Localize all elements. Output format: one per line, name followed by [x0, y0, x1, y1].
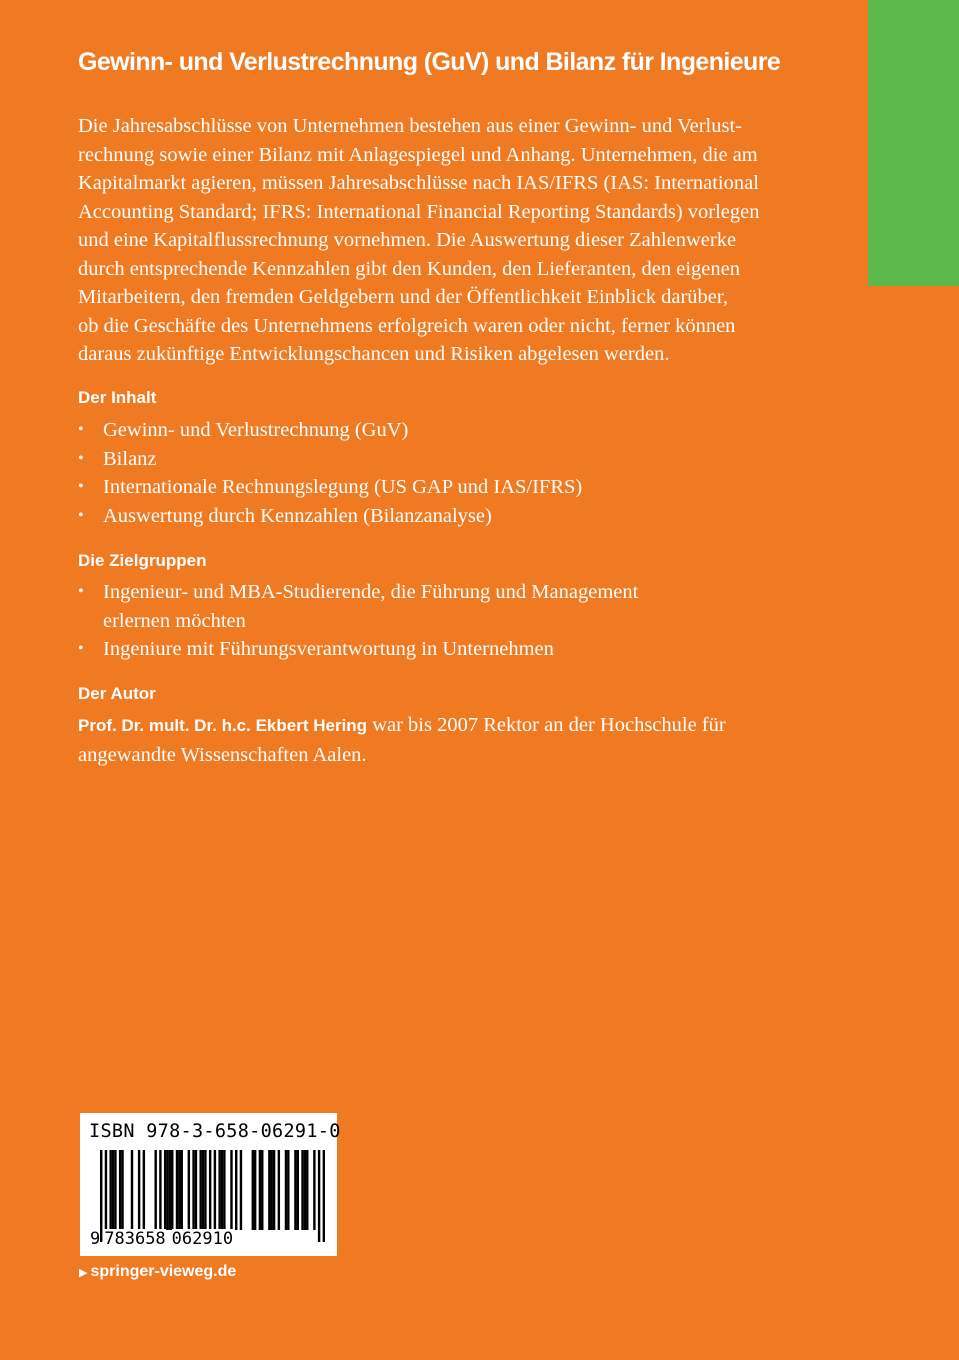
author-name: Prof. Dr. mult. Dr. h.c. Ekbert Hering: [78, 716, 368, 735]
barcode-bar: [285, 1150, 287, 1230]
barcode-left-digits: 783658: [104, 1229, 166, 1249]
barcode-bar: [271, 1150, 273, 1230]
barcode-bar: [199, 1150, 201, 1230]
intro-paragraph: [78, 112, 838, 369]
barcode-bar: [294, 1150, 296, 1230]
barcode-bar: [235, 1150, 237, 1230]
intro-line: ob die Geschäfte des Unternehmens erfolgreich waren oder nicht, ferner können: [78, 314, 736, 337]
barcode-bar: [171, 1150, 173, 1230]
intro-line: Mitarbeitern, den fremden Geldgebern und der Öffentlichkeit Einblick darüber,: [78, 286, 729, 308]
green-accent-tab: [868, 0, 959, 286]
intro-line: rechnung sowie einer Bilanz mit Anlagespiegel und Anhang. Unternehmen, die am: [78, 143, 758, 166]
list-item: [78, 445, 582, 474]
author-text: angewandte Wissenschaften Aalen.: [78, 743, 367, 766]
barcode-bar: [119, 1150, 121, 1230]
barcode-bar: [259, 1150, 261, 1230]
list-item-text: Bilanz: [103, 447, 157, 470]
list-item: [78, 502, 582, 531]
barcode-bar: [164, 1150, 166, 1230]
bullet-icon: •: [78, 506, 84, 524]
bullet-icon: •: [78, 583, 84, 600]
publisher-link[interactable]: [79, 1263, 236, 1281]
intro-line: daraus zukünftige Entwicklungschancen und Risiken abgelesen werden.: [78, 343, 670, 365]
barcode-right-digits: 062910: [171, 1229, 234, 1249]
barcode-bar: [176, 1150, 178, 1230]
zielgruppen-list: [78, 578, 638, 664]
barcode-bar: [166, 1150, 168, 1230]
publisher-url[interactable]: springer-vieweg.de: [90, 1263, 237, 1280]
barcode-bar: [287, 1150, 289, 1230]
barcode-bar: [240, 1150, 242, 1230]
list-item: [78, 416, 582, 445]
barcode-digits: [90, 1229, 328, 1249]
author-bio: [78, 711, 838, 769]
list-item-text: Ingenieur- und MBA-Studierende, die Führung und Management: [103, 581, 639, 603]
barcode-bar: [154, 1150, 156, 1230]
list-item-text: Auswertung durch Kennzahlen (Bilanzanalyse): [103, 504, 492, 527]
barcode-bar: [131, 1150, 133, 1230]
isbn-barcode: [80, 1113, 341, 1256]
barcode-bar: [109, 1150, 111, 1230]
barcode-bar: [254, 1150, 256, 1230]
list-item: [78, 473, 582, 502]
barcode-bar: [252, 1150, 254, 1230]
barcode-bar: [261, 1150, 263, 1230]
barcode-bar: [230, 1150, 232, 1230]
barcode-bar: [221, 1150, 223, 1230]
inhalt-list: [78, 416, 582, 530]
barcode-bar: [121, 1150, 123, 1230]
barcode-bar: [202, 1150, 204, 1230]
barcode-bar: [143, 1150, 145, 1230]
intro-line: Kapitalmarkt agieren, müssen Jahresabschlüsse nach IAS/IFRS (IAS: International: [78, 172, 759, 194]
barcode-first-digit: 9: [90, 1229, 101, 1249]
barcode-bar: [204, 1150, 206, 1230]
list-item-text: Internationale Rechnungslegung (US GAP und IAS/IFRS): [103, 476, 583, 498]
list-item-text: Gewinn- und Verlustrechnung (GuV): [103, 419, 409, 441]
barcode-bar: [218, 1150, 220, 1230]
barcode-bar: [278, 1150, 280, 1230]
barcode-bar: [114, 1150, 116, 1230]
intro-line: durch entsprechende Kennzahlen gibt den Kunden, den Lieferanten, den eigenen: [78, 257, 740, 280]
barcode-bar: [273, 1150, 275, 1230]
barcode-bar: [304, 1150, 306, 1230]
triangle-right-icon: ▶: [79, 1266, 88, 1279]
barcode-bar: [181, 1150, 183, 1230]
bullet-icon: •: [78, 421, 84, 438]
book-title: Gewinn- und Verlustrechnung (GuV) und Bilanz für Ingenieure: [78, 48, 781, 76]
barcode-bar: [138, 1150, 140, 1230]
zielgruppen-heading: Die Zielgruppen: [78, 551, 207, 570]
intro-line: und eine Kapitalflussrechnung vornehmen. Die Auswertung dieser Zahlenwerke: [78, 229, 737, 251]
barcode-bar: [112, 1150, 114, 1230]
inhalt-heading: Der Inhalt: [78, 388, 157, 407]
barcode-bar: [313, 1150, 315, 1230]
bullet-icon: •: [78, 478, 84, 495]
list-item: [78, 578, 638, 635]
intro-line: Accounting Standard; IFRS: International Financial Reporting Standards) vorlegen: [78, 200, 760, 223]
barcode-bar: [268, 1150, 270, 1230]
barcode-bar: [178, 1150, 180, 1230]
list-item-text: Ingeniure mit Führungsverantwortung in Unternehmen: [103, 638, 554, 660]
barcode-bar: [192, 1150, 194, 1230]
barcode-bar: [306, 1150, 308, 1230]
bullet-icon: •: [78, 640, 84, 657]
isbn-label: ISBN 978-3-658-06291-0: [89, 1121, 341, 1142]
bullet-icon: •: [78, 449, 84, 467]
list-item: [78, 635, 638, 664]
autor-heading: Der Autor: [78, 684, 156, 703]
barcode-bar: [159, 1150, 161, 1230]
barcode-bar: [195, 1150, 197, 1230]
barcode-bar: [297, 1150, 299, 1230]
list-item-text: erlernen möchten: [103, 609, 246, 632]
barcode-bar: [188, 1150, 190, 1230]
author-text: war bis 2007 Rektor an der Hochschule für: [367, 714, 726, 736]
intro-line: Die Jahresabschlüsse von Unternehmen bestehen aus einer Gewinn- und Verlust-: [78, 115, 742, 137]
barcode-bar: [169, 1150, 171, 1230]
barcode-bar: [223, 1150, 225, 1230]
barcode-bar: [301, 1150, 303, 1230]
